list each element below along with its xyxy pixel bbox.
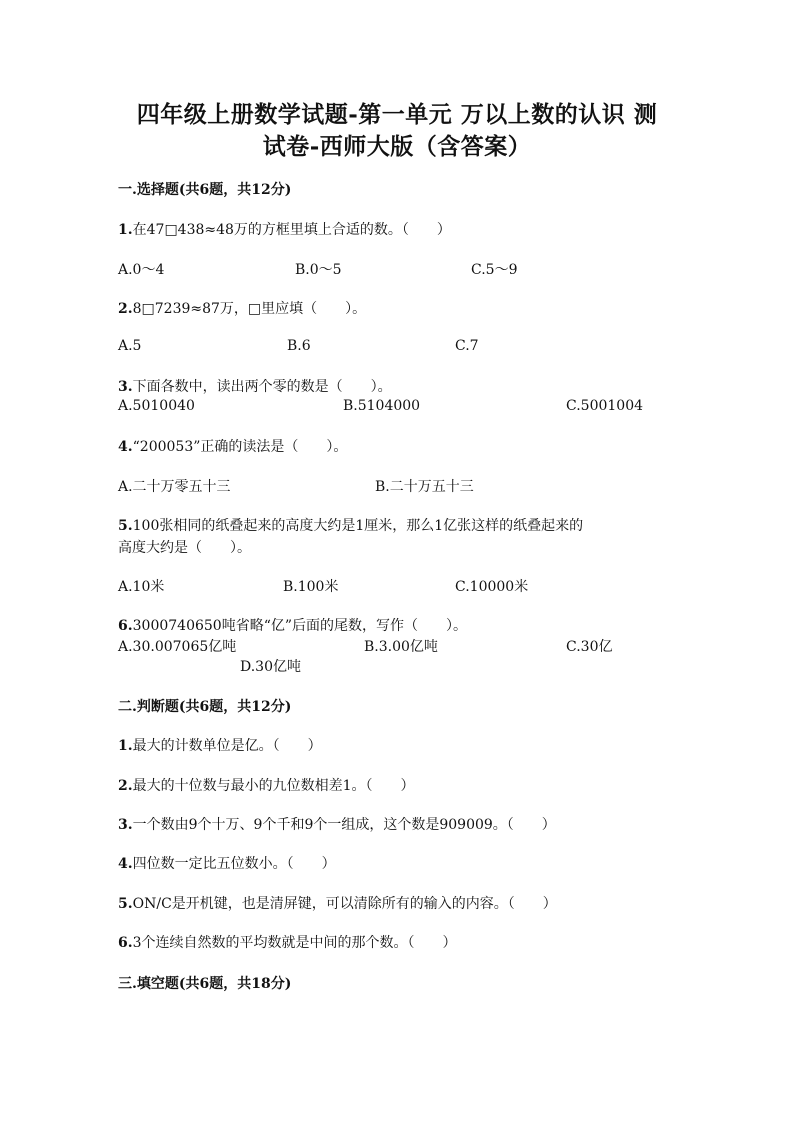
option-b: B.5104000	[343, 398, 421, 414]
section-heading-fill-blank: 三.填空题(共6题，共18分)	[118, 976, 292, 992]
question-text: 最大的计数单位是亿。（ ）	[132, 738, 322, 754]
option-b: B.二十万五十三	[375, 479, 474, 495]
question-text: 100张相同的纸叠起来的高度大约是1厘米，那么1亿张这样的纸叠起来的	[132, 518, 584, 534]
choice-question-5	[118, 515, 583, 535]
question-text: 8□7239≈87万，□里应填（ ）。	[132, 301, 367, 317]
question-text: 下面各数中，读出两个零的数是（ ）。	[132, 379, 392, 395]
section-heading-judgement: 二.判断题(共6题，共12分)	[118, 699, 292, 715]
choice-question-2	[118, 298, 366, 318]
choice-question-4	[118, 436, 347, 456]
question-number: 1.	[118, 222, 133, 238]
question-number: 4.	[118, 856, 133, 872]
question-number: 5.	[118, 896, 133, 912]
question-text: 3000740650吨省略“亿”后面的尾数，写作（ ）。	[132, 618, 468, 634]
question-text: 最大的十位数与最小的九位数相差1。（ ）	[132, 778, 415, 794]
question-number: 1.	[118, 738, 133, 754]
question-text: 四位数一定比五位数小。（ ）	[132, 856, 336, 872]
option-a: A.5	[118, 338, 142, 354]
option-c: C.5～9	[471, 262, 518, 278]
option-d: D.30亿吨	[240, 659, 301, 675]
judgement-question-5	[118, 893, 557, 913]
question-text: 一个数由9个十万、9个千和9个一组成，这个数是909009。（ ）	[132, 817, 556, 833]
judgement-question-2	[118, 775, 415, 795]
choice-question-3	[118, 376, 392, 396]
option-b: B.0～5	[295, 262, 342, 278]
option-b: B.6	[287, 338, 311, 354]
option-b: B.100米	[283, 579, 339, 595]
option-c: C.5001004	[566, 398, 644, 414]
option-c: C.10000米	[455, 579, 529, 595]
option-a: A.30.007065亿吨	[118, 639, 237, 655]
judgement-question-6	[118, 932, 457, 952]
question-number: 4.	[118, 439, 133, 455]
choice-question-5-continued: 高度大约是（ ）。	[118, 540, 251, 556]
question-text: 在47□438≈48万的方框里填上合适的数。（ ）	[132, 222, 451, 238]
option-a: A.10米	[118, 579, 165, 595]
option-b: B.3.00亿吨	[364, 639, 438, 655]
section-heading-choice: 一.选择题(共6题，共12分)	[118, 182, 292, 198]
question-text: ON/C是开机键，也是清屏键，可以清除所有的输入的内容。（ ）	[132, 896, 557, 912]
page-title-line1: 四年级上册数学试题-第一单元 万以上数的认识 测	[136, 101, 658, 128]
question-number: 6.	[118, 935, 133, 951]
option-a: A.二十万零五十三	[118, 479, 231, 495]
page-title-line2: 试卷-西师大版（含答案）	[262, 133, 532, 160]
question-number: 2.	[118, 301, 133, 317]
judgement-question-3	[118, 814, 556, 834]
judgement-question-4	[118, 853, 336, 873]
choice-question-1	[118, 219, 451, 239]
question-number: 3.	[118, 379, 133, 395]
choice-question-6	[118, 615, 467, 635]
option-a: A.5010040	[118, 398, 195, 414]
question-text: “200053”正确的读法是（ ）。	[132, 439, 348, 455]
option-c: C.30亿	[566, 639, 613, 655]
option-c: C.7	[455, 338, 479, 354]
question-number: 2.	[118, 778, 133, 794]
question-text: 3个连续自然数的平均数就是中间的那个数。（ ）	[132, 935, 457, 951]
question-number: 3.	[118, 817, 133, 833]
option-a: A.0～4	[118, 262, 165, 278]
question-number: 5.	[118, 518, 133, 534]
judgement-question-1	[118, 735, 322, 755]
question-number: 6.	[118, 618, 133, 634]
